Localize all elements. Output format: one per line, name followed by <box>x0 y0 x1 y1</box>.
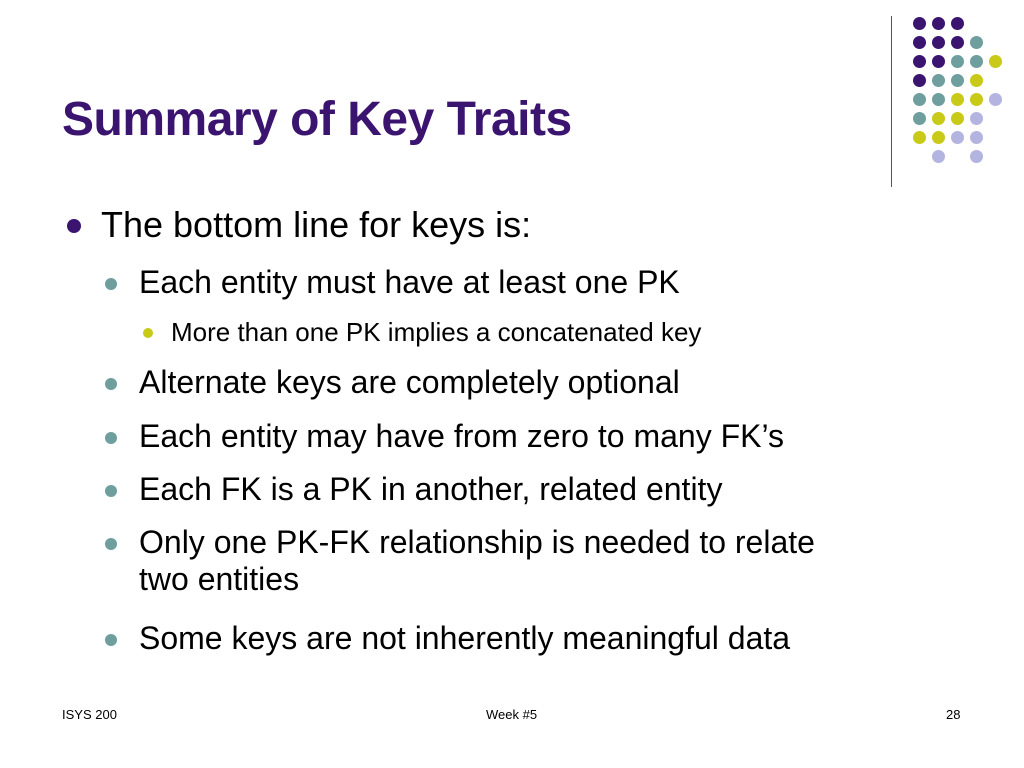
footer-course: ISYS 200 <box>62 707 117 722</box>
sub-bullet-item <box>139 524 815 598</box>
bullet-text: Each entity must have at least one PK <box>139 264 680 300</box>
bullet-dot-icon <box>67 219 81 233</box>
bullet-text: Alternate keys are completely optional <box>139 364 680 400</box>
bullet-text: Some keys are not inherently meaningful data <box>139 620 791 656</box>
bullet-item <box>101 204 531 246</box>
sub-bullet-item <box>139 418 784 455</box>
sub-bullet-item <box>139 471 722 508</box>
bullet-text: Each FK is a PK in another, related entity <box>139 471 723 507</box>
bullet-dot-icon <box>105 278 117 290</box>
sub-bullet-item <box>139 620 790 657</box>
bullet-dot-icon <box>105 432 117 444</box>
sub-bullet-item <box>139 264 680 301</box>
bullet-text-continuation: two entities <box>139 561 300 597</box>
bullet-text: Each entity may have from zero to many FK’s <box>139 418 784 454</box>
sub-sub-bullet-item <box>171 317 701 348</box>
slide-number: 28 <box>946 707 961 722</box>
bullet-text: More than one PK implies a concatenated key <box>171 317 702 347</box>
bullet-dot-icon <box>105 634 117 646</box>
bullet-dot-icon <box>105 538 117 550</box>
bullet-text: The bottom line for keys is: <box>101 204 532 245</box>
footer-week: Week #5 <box>486 707 538 722</box>
sub-bullet-item <box>139 364 680 401</box>
bullet-dot-icon <box>105 485 117 497</box>
bullet-dot-icon <box>105 378 117 390</box>
bullet-text: Only one PK-FK relationship is needed to relate <box>139 524 815 560</box>
slide-title: Summary of Key Traits <box>62 93 572 146</box>
bullet-dot-icon <box>143 328 153 338</box>
